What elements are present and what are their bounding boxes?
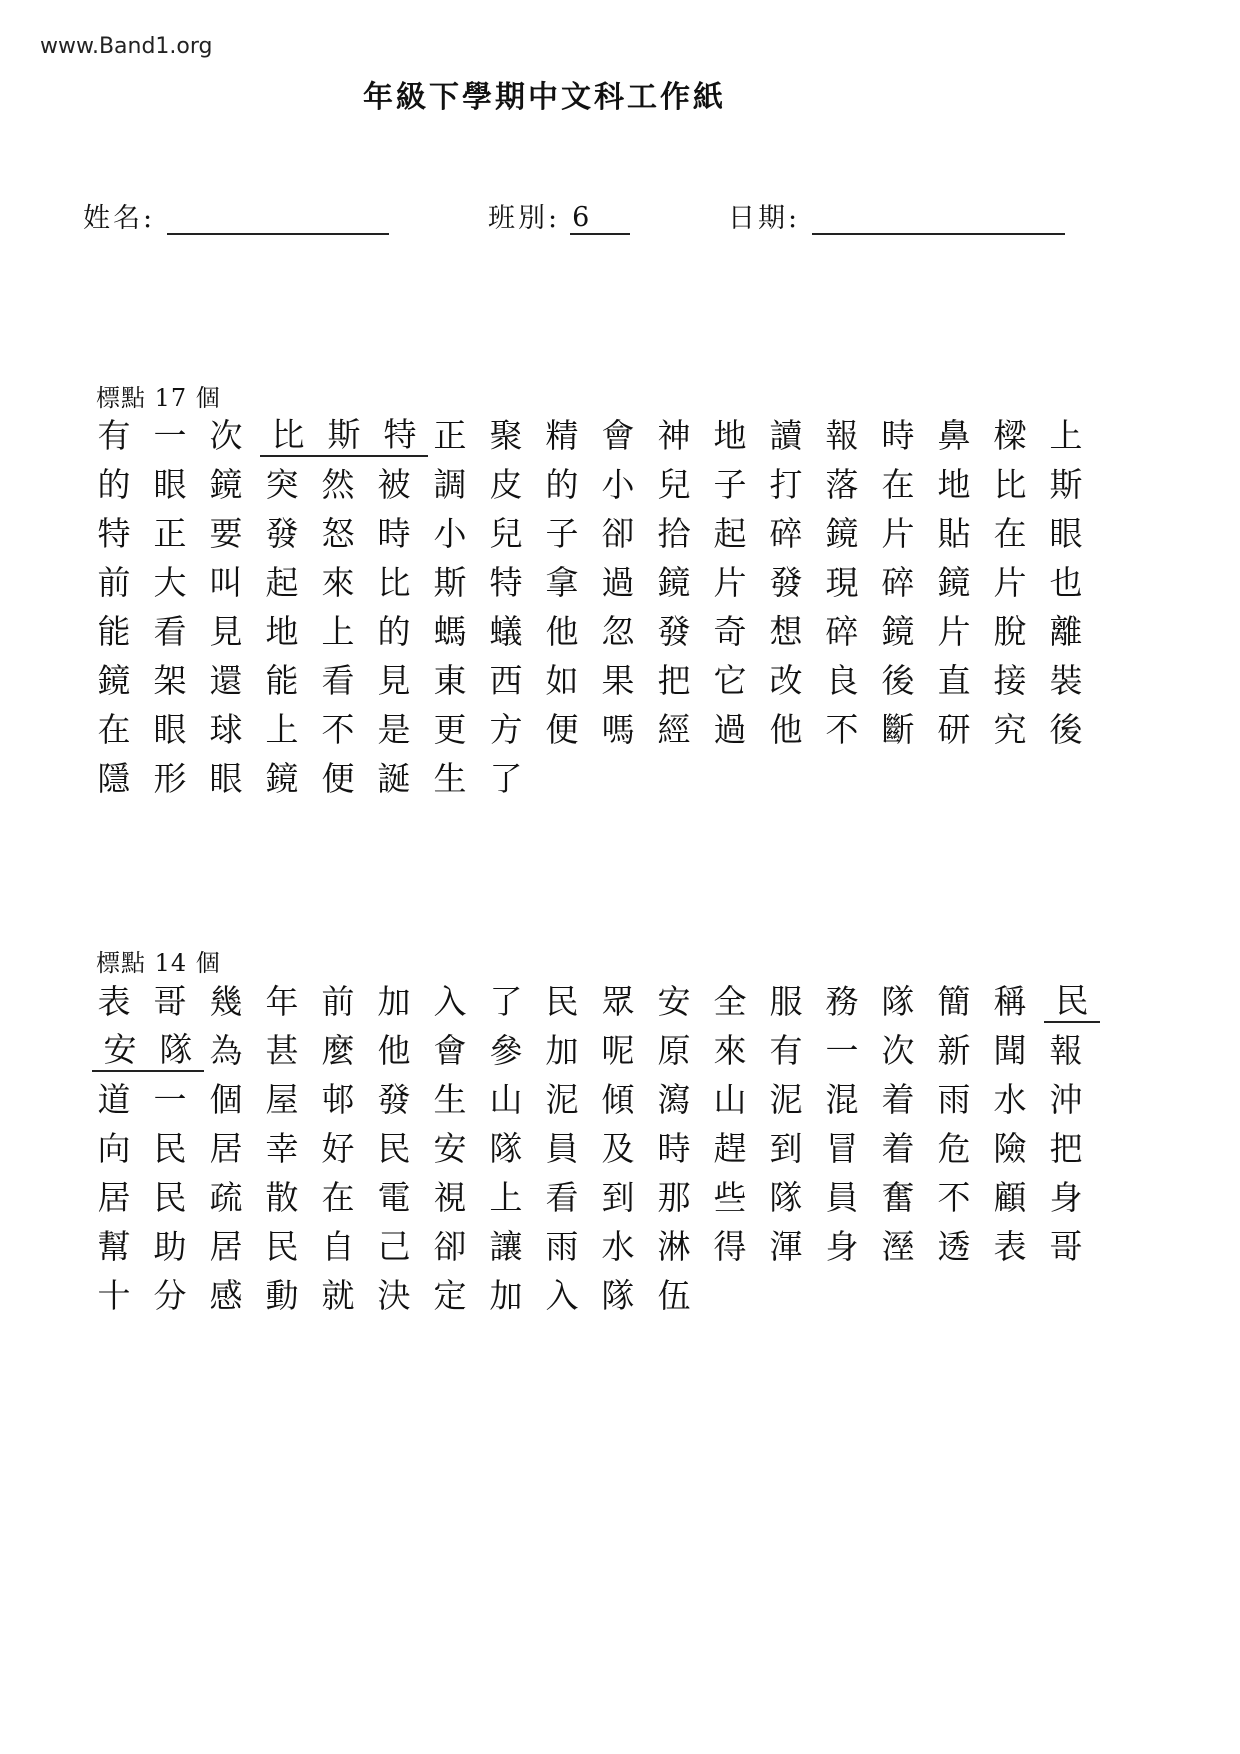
passage-char: 加 <box>545 1030 579 1070</box>
passage-char: 電 <box>377 1177 411 1217</box>
passage-char: 顧 <box>993 1177 1027 1217</box>
passage-char: 自 <box>321 1226 355 1266</box>
passage-char: 水 <box>601 1226 635 1266</box>
passage-char: 比 <box>260 415 316 457</box>
passage-char: 直 <box>937 660 971 700</box>
passage-char: 視 <box>433 1177 467 1217</box>
passage-char: 表 <box>993 1226 1027 1266</box>
passage-char: 一 <box>825 1030 859 1070</box>
passage-char: 小 <box>601 464 635 504</box>
passage-line <box>92 656 1122 705</box>
passage-char: 裝 <box>1049 660 1083 700</box>
passage-char: 隊 <box>769 1177 803 1217</box>
passage-char: 眼 <box>153 464 187 504</box>
passage-char: 起 <box>713 513 747 553</box>
passage-char: 散 <box>265 1177 299 1217</box>
passage-char: 讀 <box>769 415 803 455</box>
passage-line <box>92 1173 1122 1222</box>
passage-char: 碎 <box>769 513 803 553</box>
passage-char: 精 <box>545 415 579 455</box>
passage-char: 聚 <box>489 415 523 455</box>
passage-char: 卻 <box>433 1226 467 1266</box>
passage-char: 山 <box>713 1079 747 1119</box>
passage-char: 發 <box>265 513 299 553</box>
passage-line <box>92 607 1122 656</box>
passage-line <box>92 509 1122 558</box>
passage-char: 上 <box>489 1177 523 1217</box>
passage-char: 十 <box>97 1275 131 1315</box>
passage-char: 誕 <box>377 758 411 798</box>
passage-char: 民 <box>377 1128 411 1168</box>
passage-char: 哥 <box>1049 1226 1083 1266</box>
passage-char: 西 <box>489 660 523 700</box>
passage-char: 幾 <box>209 981 243 1021</box>
passage-char: 叫 <box>209 562 243 602</box>
passage-char: 讓 <box>489 1226 523 1266</box>
passage-char: 報 <box>825 415 859 455</box>
passage-char: 渾 <box>769 1226 803 1266</box>
passage-char: 一 <box>153 415 187 455</box>
passage-char: 民 <box>153 1177 187 1217</box>
passage-char: 良 <box>825 660 859 700</box>
passage-char: 不 <box>937 1177 971 1217</box>
passage-char: 能 <box>97 611 131 651</box>
passage-char: 然 <box>321 464 355 504</box>
passage-char: 鏡 <box>937 562 971 602</box>
site-watermark: www.Band1.org <box>40 34 213 59</box>
passage-char: 斯 <box>433 562 467 602</box>
passage-char: 好 <box>321 1128 355 1168</box>
passage-line <box>92 1124 1122 1173</box>
passage-char: 個 <box>209 1079 243 1119</box>
passage-char: 子 <box>713 464 747 504</box>
passage-char: 疏 <box>209 1177 243 1217</box>
passage-char: 特 <box>372 415 428 457</box>
passage-char: 過 <box>601 562 635 602</box>
passage-char: 淋 <box>657 1226 691 1266</box>
passage-char: 服 <box>769 981 803 1021</box>
passage-char: 前 <box>97 562 131 602</box>
passage-char: 泥 <box>769 1079 803 1119</box>
name-label: 姓名: <box>83 203 156 234</box>
passage-char: 次 <box>209 415 243 455</box>
passage-char: 他 <box>545 611 579 651</box>
passage-char: 表 <box>97 981 131 1021</box>
passage-char: 在 <box>993 513 1027 553</box>
passage-char: 特 <box>97 513 131 553</box>
passage-char: 到 <box>601 1177 635 1217</box>
passage-char: 發 <box>657 611 691 651</box>
passage-char: 隱 <box>97 758 131 798</box>
date-blank-line[interactable] <box>812 203 1065 235</box>
passage-char: 卻 <box>601 513 635 553</box>
passage-char: 隊 <box>489 1128 523 1168</box>
passage-char: 冒 <box>825 1128 859 1168</box>
section-2-passage <box>92 977 1122 1320</box>
passage-char: 更 <box>433 709 467 749</box>
passage-char: 球 <box>209 709 243 749</box>
passage-char: 眼 <box>209 758 243 798</box>
passage-char: 落 <box>825 464 859 504</box>
passage-char: 隊 <box>148 1030 204 1072</box>
passage-char: 鏡 <box>265 758 299 798</box>
passage-char: 能 <box>265 660 299 700</box>
passage-char: 會 <box>433 1030 467 1070</box>
passage-char: 及 <box>601 1128 635 1168</box>
passage-char: 險 <box>993 1128 1027 1168</box>
passage-char: 後 <box>881 660 915 700</box>
passage-char: 調 <box>433 464 467 504</box>
passage-char: 斯 <box>316 415 372 457</box>
passage-char: 經 <box>657 709 691 749</box>
passage-char: 幫 <box>97 1226 131 1266</box>
passage-char: 安 <box>433 1128 467 1168</box>
passage-char: 上 <box>265 709 299 749</box>
date-label: 日期: <box>728 203 801 234</box>
passage-char: 全 <box>713 981 747 1021</box>
passage-line <box>92 460 1122 509</box>
passage-char: 原 <box>657 1030 691 1070</box>
passage-char: 員 <box>545 1128 579 1168</box>
passage-char: 地 <box>713 415 747 455</box>
passage-line <box>92 558 1122 607</box>
passage-char: 如 <box>545 660 579 700</box>
passage-char: 特 <box>489 562 523 602</box>
passage-char: 簡 <box>937 981 971 1021</box>
passage-char: 生 <box>433 758 467 798</box>
passage-char: 東 <box>433 660 467 700</box>
passage-char: 蟻 <box>489 611 523 651</box>
passage-char: 混 <box>825 1079 859 1119</box>
passage-char: 入 <box>433 981 467 1021</box>
passage-char: 碎 <box>881 562 915 602</box>
passage-char: 那 <box>657 1177 691 1217</box>
passage-char: 着 <box>881 1079 915 1119</box>
passage-char: 生 <box>433 1079 467 1119</box>
passage-char: 己 <box>377 1226 411 1266</box>
name-blank-line[interactable] <box>167 203 389 235</box>
passage-char: 稱 <box>993 981 1027 1021</box>
passage-char: 見 <box>377 660 411 700</box>
passage-char: 正 <box>153 513 187 553</box>
passage-char: 貼 <box>937 513 971 553</box>
passage-char: 發 <box>769 562 803 602</box>
passage-char: 鏡 <box>209 464 243 504</box>
passage-char: 在 <box>321 1177 355 1217</box>
passage-char: 感 <box>209 1275 243 1315</box>
passage-char: 山 <box>489 1079 523 1119</box>
passage-char: 安 <box>92 1030 148 1072</box>
passage-char: 兒 <box>657 464 691 504</box>
passage-char: 起 <box>265 562 299 602</box>
passage-char: 身 <box>825 1226 859 1266</box>
passage-char: 隊 <box>601 1275 635 1315</box>
passage-char: 正 <box>433 415 467 455</box>
passage-char: 不 <box>321 709 355 749</box>
passage-char: 入 <box>545 1275 579 1315</box>
passage-char: 比 <box>993 464 1027 504</box>
passage-line <box>92 977 1122 1026</box>
passage-char: 果 <box>601 660 635 700</box>
passage-line <box>92 1026 1122 1075</box>
passage-char: 子 <box>545 513 579 553</box>
passage-char: 新 <box>937 1030 971 1070</box>
passage-char: 水 <box>993 1079 1027 1119</box>
passage-char: 報 <box>1049 1030 1083 1070</box>
passage-char: 聞 <box>993 1030 1027 1070</box>
class-field <box>488 196 630 235</box>
passage-char: 樑 <box>993 415 1027 455</box>
passage-char: 眼 <box>153 709 187 749</box>
passage-char: 上 <box>321 611 355 651</box>
passage-char: 鏡 <box>881 611 915 651</box>
passage-char: 奮 <box>881 1177 915 1217</box>
passage-char: 被 <box>377 464 411 504</box>
passage-char: 要 <box>209 513 243 553</box>
passage-char: 泥 <box>545 1079 579 1119</box>
passage-char: 助 <box>153 1226 187 1266</box>
passage-char: 看 <box>321 660 355 700</box>
passage-char: 參 <box>489 1030 523 1070</box>
passage-char: 甚 <box>265 1030 299 1070</box>
passage-char: 着 <box>881 1128 915 1168</box>
passage-char: 危 <box>937 1128 971 1168</box>
passage-char: 地 <box>937 464 971 504</box>
passage-char: 片 <box>881 513 915 553</box>
passage-char: 是 <box>377 709 411 749</box>
passage-char: 伍 <box>657 1275 691 1315</box>
passage-char: 大 <box>153 562 187 602</box>
passage-char: 沖 <box>1049 1079 1083 1119</box>
passage-char: 民 <box>545 981 579 1021</box>
passage-char: 邨 <box>321 1079 355 1119</box>
passage-char: 員 <box>825 1177 859 1217</box>
passage-char: 究 <box>993 709 1027 749</box>
passage-char: 接 <box>993 660 1027 700</box>
worksheet-title: 年級下學期中文科工作紙 <box>363 80 726 115</box>
passage-char: 前 <box>321 981 355 1021</box>
section-1-passage <box>92 411 1122 803</box>
passage-char: 道 <box>97 1079 131 1119</box>
passage-char: 民 <box>1044 981 1100 1023</box>
passage-char: 來 <box>321 562 355 602</box>
passage-char: 見 <box>209 611 243 651</box>
passage-char: 它 <box>713 660 747 700</box>
passage-char: 一 <box>153 1079 187 1119</box>
passage-char: 加 <box>489 1275 523 1315</box>
passage-char: 小 <box>433 513 467 553</box>
passage-char: 奇 <box>713 611 747 651</box>
passage-char: 拿 <box>545 562 579 602</box>
passage-char: 把 <box>1049 1128 1083 1168</box>
passage-char: 拾 <box>657 513 691 553</box>
passage-char: 分 <box>153 1275 187 1315</box>
passage-char: 到 <box>769 1128 803 1168</box>
passage-char: 幸 <box>265 1128 299 1168</box>
passage-char: 的 <box>545 464 579 504</box>
passage-char: 會 <box>601 415 635 455</box>
passage-char: 屋 <box>265 1079 299 1119</box>
passage-char: 次 <box>881 1030 915 1070</box>
passage-char: 不 <box>825 709 859 749</box>
passage-char: 他 <box>769 709 803 749</box>
passage-char: 了 <box>489 758 523 798</box>
passage-char: 哥 <box>153 981 187 1021</box>
passage-char: 隊 <box>881 981 915 1021</box>
passage-char: 得 <box>713 1226 747 1266</box>
passage-char: 架 <box>153 660 187 700</box>
passage-char: 看 <box>153 611 187 651</box>
passage-char: 務 <box>825 981 859 1021</box>
passage-char: 鏡 <box>657 562 691 602</box>
class-label: 班別: <box>488 203 561 234</box>
passage-char: 離 <box>1049 611 1083 651</box>
passage-char: 嗎 <box>601 709 635 749</box>
passage-char: 斷 <box>881 709 915 749</box>
section-1-label: 標點 17 個 <box>96 384 221 412</box>
passage-char: 居 <box>97 1177 131 1217</box>
passage-char: 就 <box>321 1275 355 1315</box>
passage-char: 斯 <box>1049 464 1083 504</box>
passage-char: 螞 <box>433 611 467 651</box>
passage-char: 比 <box>377 562 411 602</box>
name-field <box>83 196 389 235</box>
passage-char: 還 <box>209 660 243 700</box>
passage-char: 鏡 <box>97 660 131 700</box>
passage-char: 有 <box>97 415 131 455</box>
passage-char: 年 <box>265 981 299 1021</box>
passage-line <box>92 1222 1122 1271</box>
passage-char: 雨 <box>545 1226 579 1266</box>
passage-char: 定 <box>433 1275 467 1315</box>
passage-char: 決 <box>377 1275 411 1315</box>
passage-char: 片 <box>993 562 1027 602</box>
passage-char: 現 <box>825 562 859 602</box>
passage-line <box>92 1075 1122 1124</box>
passage-char: 脫 <box>993 611 1027 651</box>
passage-char: 後 <box>1049 709 1083 749</box>
class-value[interactable]: 6 <box>570 203 630 235</box>
passage-char: 把 <box>657 660 691 700</box>
passage-char: 居 <box>209 1226 243 1266</box>
passage-char: 加 <box>377 981 411 1021</box>
date-field <box>728 196 1065 235</box>
passage-line <box>92 411 1122 460</box>
passage-char: 民 <box>265 1226 299 1266</box>
passage-char: 溼 <box>881 1226 915 1266</box>
passage-char: 皮 <box>489 464 523 504</box>
passage-char: 民 <box>153 1128 187 1168</box>
passage-char: 方 <box>489 709 523 749</box>
passage-char: 在 <box>881 464 915 504</box>
passage-char: 安 <box>657 981 691 1021</box>
passage-char: 神 <box>657 415 691 455</box>
passage-char: 居 <box>209 1128 243 1168</box>
passage-char: 時 <box>881 415 915 455</box>
passage-char: 眾 <box>601 981 635 1021</box>
passage-char: 為 <box>209 1030 243 1070</box>
passage-char: 了 <box>489 981 523 1021</box>
passage-char: 瀉 <box>657 1079 691 1119</box>
passage-char: 想 <box>769 611 803 651</box>
passage-char: 些 <box>713 1177 747 1217</box>
passage-char: 怒 <box>321 513 355 553</box>
passage-char: 他 <box>377 1030 411 1070</box>
passage-char: 傾 <box>601 1079 635 1119</box>
passage-char: 時 <box>377 513 411 553</box>
passage-char: 的 <box>377 611 411 651</box>
passage-char: 在 <box>97 709 131 749</box>
passage-char: 改 <box>769 660 803 700</box>
passage-char: 也 <box>1049 562 1083 602</box>
passage-char: 突 <box>265 464 299 504</box>
passage-char: 有 <box>769 1030 803 1070</box>
passage-char: 透 <box>937 1226 971 1266</box>
passage-char: 身 <box>1049 1177 1083 1217</box>
passage-char: 形 <box>153 758 187 798</box>
passage-line <box>92 705 1122 754</box>
passage-char: 來 <box>713 1030 747 1070</box>
passage-char: 發 <box>377 1079 411 1119</box>
passage-char: 便 <box>545 709 579 749</box>
passage-char: 雨 <box>937 1079 971 1119</box>
passage-char: 研 <box>937 709 971 749</box>
passage-line <box>92 1271 1122 1320</box>
passage-char: 打 <box>769 464 803 504</box>
passage-char: 鏡 <box>825 513 859 553</box>
passage-char: 片 <box>713 562 747 602</box>
passage-char: 趕 <box>713 1128 747 1168</box>
passage-char: 時 <box>657 1128 691 1168</box>
passage-char: 呢 <box>601 1030 635 1070</box>
passage-char: 便 <box>321 758 355 798</box>
section-2-label: 標點 14 個 <box>96 949 221 977</box>
passage-char: 向 <box>97 1128 131 1168</box>
passage-char: 鼻 <box>937 415 971 455</box>
passage-char: 過 <box>713 709 747 749</box>
passage-char: 的 <box>97 464 131 504</box>
passage-char: 碎 <box>825 611 859 651</box>
passage-char: 動 <box>265 1275 299 1315</box>
passage-line <box>92 754 1122 803</box>
passage-char: 看 <box>545 1177 579 1217</box>
passage-char: 麼 <box>321 1030 355 1070</box>
passage-char: 兒 <box>489 513 523 553</box>
passage-char: 地 <box>265 611 299 651</box>
passage-char: 片 <box>937 611 971 651</box>
passage-char: 眼 <box>1049 513 1083 553</box>
passage-char: 忽 <box>601 611 635 651</box>
passage-char: 上 <box>1049 415 1083 455</box>
